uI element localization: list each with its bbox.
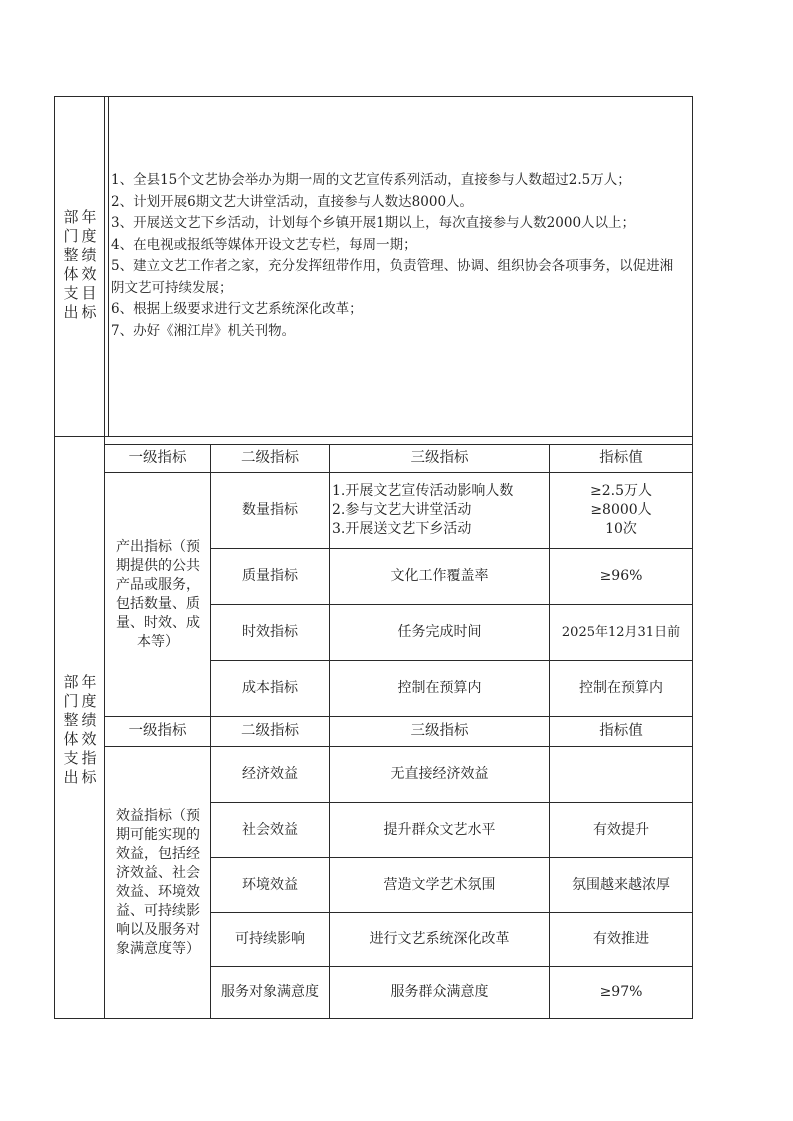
list-item: 2.参与文艺大讲堂活动 [332,502,472,518]
list-item: 1、全县15个文艺协会举办为期一周的文艺宣传系列活动，直接参与人数超过2.5万人； [111,172,631,188]
list-item: 2、计划开展6期文艺大讲堂活动，直接参与人数达8000人。 [111,193,474,210]
label-annual-goal: 年度绩效目标 [81,208,97,321]
quality-indicator: 质量指标 [242,568,298,584]
environmental-benefit-item: 营造文学艺术氛围 [383,876,496,893]
timeliness-indicator: 时效指标 [242,624,298,640]
quantity-indicator-values [550,473,692,548]
social-benefit: 社会效益 [242,821,298,838]
header-level3: 三级指标 [410,723,469,739]
list-item: ≥8000人 [590,502,652,518]
list-item: 6、根据上级要求进行文艺系统深化改革； [111,301,363,317]
list-item: 3.开展送文艺下乡活动 [332,521,472,537]
label-department-overall: 部门整体支出 [63,208,79,321]
quality-indicator-item: 文化工作覆盖率 [390,568,489,584]
header-level1: 一级指标 [128,723,187,739]
sustainability-impact-item: 进行文艺系统深化改革 [369,931,510,947]
table-border-right [692,96,693,1018]
label-annual-indicator: 年度绩效指标 [81,673,97,786]
cost-indicator: 成本指标 [242,680,298,696]
header-level1: 一级指标 [128,450,187,466]
economic-benefit: 经济效益 [242,766,298,782]
sustainability-impact-value: 有效推进 [593,931,649,947]
header-level3: 三级指标 [410,450,469,466]
list-item: 4、在电视或报纸等媒体开设文艺专栏，每周一期； [111,236,417,253]
table-column-divider-inner-top [108,96,109,436]
table-border-top [54,96,693,97]
quality-indicator-value: ≥96% [599,568,643,584]
benefit-indicator-category: 效益指标（预期可能实现的效益，包括经济效益、社会效益、环境效益、可持续影响以及服务对象满意度等） [116,807,200,957]
table-section-divider [54,436,693,437]
economic-benefit-value [550,747,692,802]
timeliness-indicator-value: 2025年12月31日前 [561,625,681,640]
goal-list [111,170,681,342]
indicator-section-label [58,665,102,795]
header-level2: 二级指标 [241,723,299,739]
social-benefit-value: 有效提升 [593,821,649,838]
list-item: 3、开展送文艺下乡活动，计划每个乡镇开展1期以上，每次直接参与人数2000人以上； [111,215,636,231]
list-item: 7、办好《湘江岸》机关刊物。 [111,322,296,339]
environmental-benefit: 环境效益 [242,876,298,893]
label-department-overall: 部门整体支出 [63,673,79,786]
header-value: 指标值 [599,723,643,739]
cost-indicator-item: 控制在预算内 [397,680,482,696]
sustainability-impact: 可持续影响 [235,931,305,947]
list-item: 5、建立文艺工作者之家，充分发挥纽带作用，负责管理、协调、组织协会各项事务，以促进湘阴文艺可持续发展； [111,258,674,296]
service-satisfaction-value: ≥97% [599,984,643,1000]
quantity-indicator-items [330,473,549,548]
list-item: 10次 [605,521,637,537]
table-border-bottom [54,1018,693,1019]
service-satisfaction-item: 服务群众满意度 [390,984,489,1000]
header-level2: 二级指标 [241,450,299,466]
list-item: 1.开展文艺宣传活动影响人数 [332,483,514,499]
goal-section-label [58,200,102,330]
table-column-divider-label [104,96,105,1018]
economic-benefit-item: 无直接经济效益 [390,766,489,782]
timeliness-indicator-item: 任务完成时间 [397,624,482,640]
social-benefit-item: 提升群众文艺水平 [383,821,496,838]
environmental-benefit-value: 氛围越来越浓厚 [572,876,670,893]
output-indicator-category: 产出指标（预期提供的公共产品或服务，包括数量、质量、时效、成本等） [116,538,200,650]
cost-indicator-value: 控制在预算内 [579,680,663,696]
table-border-left [54,96,55,1018]
list-item: ≥2.5万人 [590,483,652,499]
service-satisfaction: 服务对象满意度 [221,984,319,1000]
quantity-indicator: 数量指标 [242,502,298,518]
header-value: 指标值 [599,450,643,466]
